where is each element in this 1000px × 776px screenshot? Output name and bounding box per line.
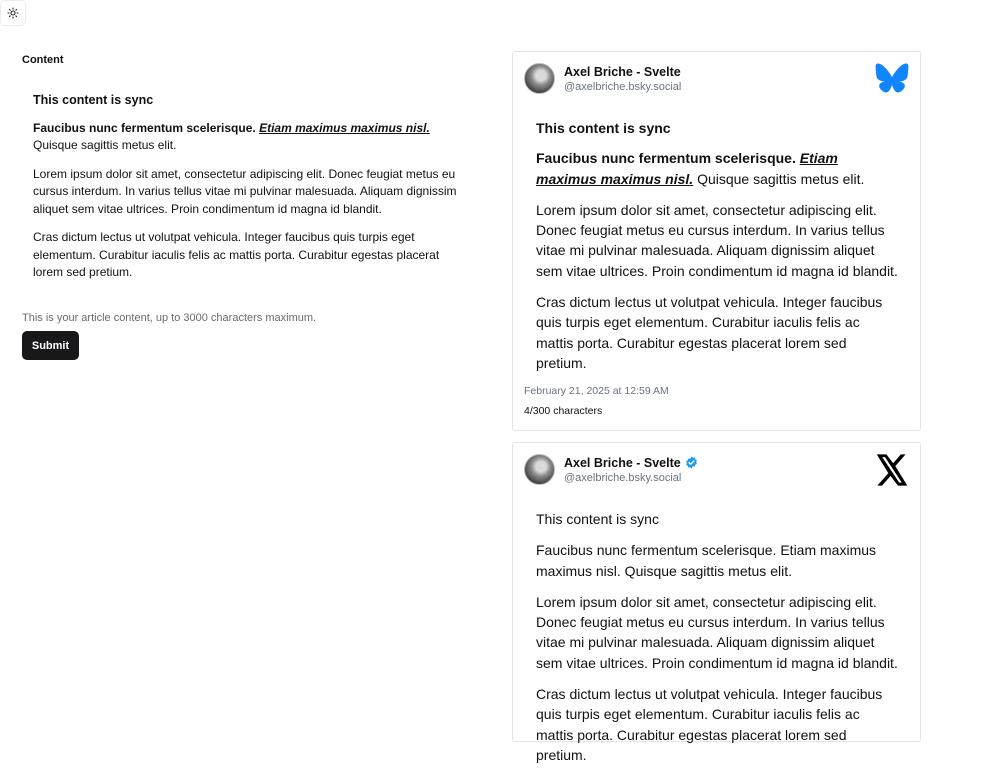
x-preview-card [512, 442, 921, 763]
author-name: Axel Briche - Svelte [564, 64, 681, 79]
content-label: Content [22, 54, 64, 66]
avatar [524, 63, 555, 94]
post-paragraph-3: Cras dictum lectus ut volutpat vehicula. Integer faucibus quis turpis eget elementum. Curabitur iaculis felis ac mattis porta. Curabitur egestas placerat lorem sed pretium. [536, 294, 883, 371]
post-p1-bold: Faucibus nunc fermentum scelerisque. [536, 150, 796, 167]
bluesky-post-body [536, 118, 900, 384]
bluesky-preview-card [512, 51, 921, 431]
post-paragraph-2: Lorem ipsum dolor sit amet, consectetur adipiscing elit. Donec feugiat metus eu cursus interdum. In varius tellus vitae mi pulvinar malesuada. Aliquam dignissim aliquet sem vitae ultrices. Proin condimentum id magna id blandit. [536, 201, 898, 279]
submit-button[interactable]: Submit [22, 331, 79, 360]
character-count: 4/300 characters [524, 405, 603, 417]
avatar [524, 454, 555, 485]
editor-p1-bold: Faucibus nunc fermentum scelerisque. [33, 120, 256, 135]
post-date: February 21, 2025 at 12:59 AM [524, 385, 669, 397]
author-name-row [564, 456, 698, 470]
author-name: Axel Briche - Svelte [564, 455, 681, 470]
post-heading: This content is sync [536, 120, 671, 136]
author-handle: @axelbriche.bsky.social [564, 471, 682, 484]
editor-heading: This content is sync [33, 93, 154, 107]
post-paragraph-3: Cras dictum lectus ut volutpat vehicula. Integer faucibus quis turpis eget elementum. Curabitur iaculis felis ac mattis porta. Curabitur egestas placerat lorem sed pretium. [536, 686, 883, 763]
verified-badge-icon [685, 456, 698, 469]
bluesky-card-header [524, 63, 681, 94]
x-logo-icon [875, 454, 909, 491]
post-p1-bold-italic: Etiam maximus maximus nisl. [536, 150, 838, 187]
editor-paragraph-2: Lorem ipsum dolor sit amet, consectetur adipiscing elit. Donec feugiat metus eu cursus interdum. In varius tellus vitae mi pulvinar malesuada. Aliquam dignissim aliquet sem vitae ultrices. Proin condimentum id magna id blandit. [33, 166, 457, 216]
editor-paragraph-3: Cras dictum lectus ut volutpat vehicula. Integer faucibus quis turpis eget elementum. Curabitur iaculis felis ac mattis porta. Curabitur egestas placerat lorem sed pretium. [33, 230, 440, 279]
editor-p1-bold-italic: Etiam maximus maximus nisl. [259, 120, 430, 135]
content-editor[interactable] [22, 82, 482, 303]
x-card-header [524, 454, 698, 485]
post-paragraph-2: Lorem ipsum dolor sit amet, consectetur adipiscing elit. Donec feugiat metus eu cursus interdum. In varius tellus vitae mi pulvinar malesuada. Aliquam dignissim aliquet sem vitae ultrices. Proin condimentum id magna id blandit. [536, 593, 898, 671]
post-p1-plain: Quisque sagittis metus elit. [693, 170, 865, 187]
post-paragraph-1 [536, 148, 900, 189]
editor-paragraph-1 [33, 120, 471, 155]
post-heading: This content is sync [536, 511, 659, 527]
x-post-body [536, 509, 900, 776]
sun-icon [7, 7, 19, 19]
content-hint: This is your article content, up to 3000 characters maximum. [22, 312, 317, 324]
editor-p1-plain: Quisque sagittis metus elit. [33, 138, 177, 152]
theme-toggle-button[interactable] [0, 0, 26, 26]
post-paragraph-1: Faucibus nunc fermentum scelerisque. Etiam maximus maximus nisl. Quisque sagittis metus elit. [536, 542, 877, 579]
bluesky-butterfly-icon [875, 63, 909, 98]
author-handle: @axelbriche.bsky.social [564, 80, 682, 93]
